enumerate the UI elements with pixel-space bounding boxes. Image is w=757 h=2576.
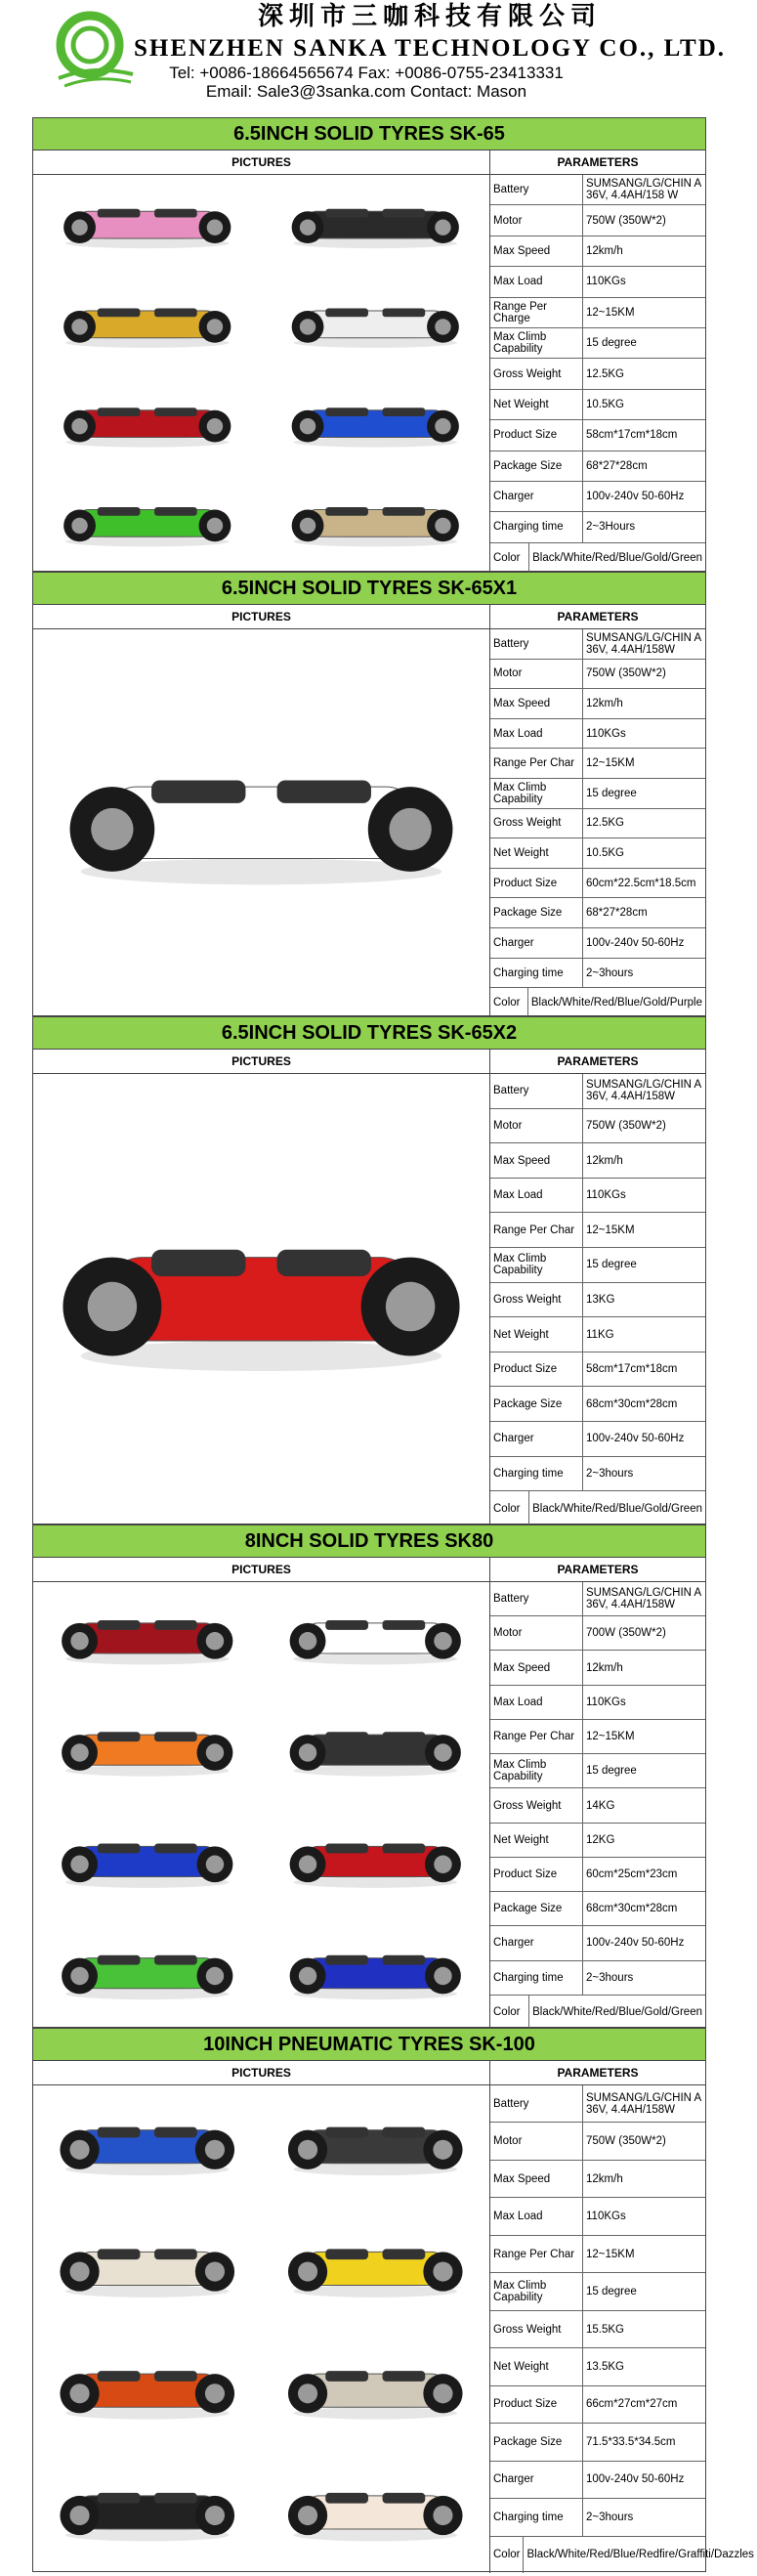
param-label: Max Speed	[490, 2161, 583, 2197]
param-label: Max Climb Capability	[490, 1248, 583, 1282]
param-row	[490, 959, 705, 989]
param-label: Motor	[490, 1109, 583, 1143]
param-value: Black/White/Red/Blue/Gold/Green	[532, 1502, 702, 1515]
hoverboard-photo	[60, 2493, 234, 2542]
param-label: Color	[490, 1491, 529, 1525]
param-row	[490, 482, 705, 512]
param-row	[490, 1143, 705, 1179]
parameters-table	[490, 2085, 754, 2573]
param-value: 110KGs	[586, 276, 626, 288]
param-value: Black/White/Red/Blue/Redfire/Graffiti/Dazzles	[526, 2549, 754, 2561]
param-label: Color	[490, 1996, 529, 2029]
param-value: 12KG	[586, 1833, 615, 1846]
param-value: 68*27*28cm	[586, 907, 648, 920]
parameters-table	[490, 1582, 705, 2029]
hoverboard-photo	[70, 781, 453, 885]
param-label: Net Weight	[490, 2348, 583, 2384]
param-label: Max Climb Capability	[490, 779, 583, 808]
hoverboard-photo	[60, 2249, 234, 2297]
param-value: 750W (350W*2)	[586, 214, 666, 227]
param-label: Battery	[490, 175, 583, 204]
param-label: Package Size	[490, 2424, 583, 2460]
param-row	[490, 1824, 705, 1858]
hoverboard-photo	[288, 2127, 463, 2176]
param-label: Range Per Char	[490, 2236, 583, 2272]
section-body	[33, 175, 705, 573]
param-value: SUMSANG/LG/CHIN A 36V, 4.4AH/158W	[586, 1079, 701, 1103]
param-value: 68*27*28cm	[586, 459, 648, 472]
company-name-en: SHENZHEN SANKA TECHNOLOGY CO., LTD.	[133, 35, 726, 62]
hoverboard-photo	[62, 1620, 232, 1664]
param-label: Charger	[490, 2462, 583, 2498]
param-label: Gross Weight	[490, 1283, 583, 1317]
pictures-cell	[33, 1582, 490, 2029]
product-photos	[33, 1582, 489, 2029]
pictures-cell	[33, 629, 490, 1017]
param-row	[490, 1996, 705, 2029]
param-label: Color	[490, 988, 528, 1017]
param-label: Motor	[490, 660, 583, 689]
param-label: Package Size	[490, 898, 583, 927]
product-photos	[33, 2085, 489, 2573]
param-row	[490, 2311, 705, 2348]
param-value: 68cm*30cm*28cm	[586, 1903, 678, 1915]
param-label: Package Size	[490, 1892, 583, 1925]
company-header	[0, 0, 733, 109]
param-value: 12km/h	[586, 244, 623, 257]
param-value: 12km/h	[586, 1661, 623, 1674]
param-value: 2~3hours	[586, 2511, 634, 2523]
param-row	[490, 1582, 705, 1616]
hoverboard-photo	[62, 1732, 232, 1776]
param-row	[490, 1892, 705, 1926]
hoverboard-photo	[290, 1955, 461, 1999]
param-row	[490, 1961, 705, 1996]
param-value: SUMSANG/LG/CHIN A 36V, 4.4AH/158W	[586, 631, 701, 656]
param-label: Charging time	[490, 2499, 583, 2535]
param-label: Charger	[490, 1926, 583, 1959]
param-row	[490, 898, 705, 928]
param-row	[490, 809, 705, 839]
param-row	[490, 2085, 705, 2123]
param-row	[490, 1387, 705, 1422]
param-row	[490, 2198, 705, 2235]
contact-email-line: Email: Sale3@3sanka.com Contact: Mason	[205, 82, 527, 101]
product-section	[32, 117, 706, 572]
param-value: SUMSANG/LG/CHIN A 36V, 4.4AH/158 W	[586, 178, 701, 202]
param-value: 750W (350W*2)	[586, 2135, 666, 2148]
param-value: 12.5KG	[586, 367, 624, 380]
param-row	[490, 988, 705, 1017]
param-row	[490, 1754, 705, 1788]
param-value: 2~3hours	[586, 1971, 634, 1984]
section-body	[33, 1074, 705, 1525]
param-label: Max Speed	[490, 1651, 583, 1684]
section-title: 10INCH PNEUMATIC TYRES SK-100	[33, 2029, 705, 2061]
param-value: 15 degree	[586, 787, 637, 799]
param-value: 750W (350W*2)	[586, 667, 666, 680]
param-row	[490, 205, 705, 236]
param-label: Product Size	[490, 420, 583, 450]
param-label: Range Per Charge	[490, 298, 583, 327]
param-row	[490, 1686, 705, 1720]
param-label: Gross Weight	[490, 359, 583, 388]
param-value: 100v-240v 50-60Hz	[586, 491, 685, 503]
hoverboard-photo	[288, 2371, 463, 2420]
param-value: 10.5KG	[586, 398, 624, 410]
param-label: Max Speed	[490, 236, 583, 266]
param-row	[490, 175, 705, 205]
param-label: Product Size	[490, 2386, 583, 2423]
param-value: 12~15KM	[586, 1731, 635, 1743]
product-photos	[33, 629, 489, 1017]
param-row	[490, 660, 705, 690]
param-row	[490, 298, 705, 328]
param-row	[490, 451, 705, 482]
param-row	[490, 928, 705, 959]
param-label: Battery	[490, 629, 583, 659]
param-label: Max Speed	[490, 689, 583, 718]
param-value: SUMSANG/LG/CHIN A 36V, 4.4AH/158W	[586, 1587, 701, 1611]
param-label: Charger	[490, 482, 583, 511]
param-row	[490, 2236, 705, 2273]
param-value: 110KGs	[586, 727, 626, 740]
param-row	[490, 1457, 705, 1492]
param-value: 12km/h	[586, 1154, 623, 1167]
pictures-cell	[33, 2085, 490, 2573]
param-row	[490, 1651, 705, 1685]
parameters-header: PARAMETERS	[557, 1054, 639, 1068]
param-value: 66cm*27cm*27cm	[586, 2398, 678, 2411]
param-row	[490, 2499, 705, 2536]
param-row	[490, 1283, 705, 1318]
param-value: 71.5*33.5*34.5cm	[586, 2435, 676, 2448]
param-value: 12~15KM	[586, 306, 635, 319]
param-label: Max Climb Capability	[490, 1754, 583, 1787]
hoverboard-photo	[60, 2127, 234, 2176]
param-value: 100v-240v 50-60Hz	[586, 2473, 685, 2486]
param-row	[490, 1858, 705, 1892]
parameters-header: PARAMETERS	[557, 2066, 639, 2080]
hoverboard-photo	[63, 507, 231, 546]
parameters-table	[490, 629, 705, 1017]
param-label: Max Load	[490, 1179, 583, 1213]
param-value: 15 degree	[586, 1765, 637, 1778]
param-value: 11KG	[586, 1328, 614, 1341]
param-label: Battery	[490, 1582, 583, 1615]
param-label: Net Weight	[490, 390, 583, 419]
product-photos	[33, 175, 489, 573]
section-body	[33, 2085, 754, 2573]
hoverboard-photo	[63, 408, 231, 447]
pictures-cell	[33, 1074, 490, 1525]
param-row	[490, 689, 705, 719]
param-row	[490, 2462, 705, 2499]
param-label: Max Climb Capability	[490, 328, 583, 358]
param-value: 12.5KG	[586, 817, 624, 830]
param-value: 12~15KM	[586, 2248, 635, 2260]
param-value: 2~3Hours	[586, 521, 636, 534]
param-label: Charging time	[490, 1961, 583, 1995]
param-label: Charging time	[490, 512, 583, 541]
param-row	[490, 2386, 705, 2424]
param-value: 2~3hours	[586, 966, 634, 979]
parameters-header: PARAMETERS	[557, 155, 639, 169]
param-label: Net Weight	[490, 838, 583, 868]
param-value: 12~15KM	[586, 757, 635, 770]
param-label: Product Size	[490, 1352, 583, 1387]
param-value: 15 degree	[586, 337, 637, 350]
param-row	[490, 359, 705, 389]
param-label: Range Per Char	[490, 1720, 583, 1753]
product-section	[32, 1524, 706, 2028]
hoverboard-photo	[63, 308, 231, 347]
param-label: Max Load	[490, 2198, 583, 2234]
product-section	[32, 2028, 754, 2572]
param-value: 2~3hours	[586, 1468, 634, 1480]
param-value: 750W (350W*2)	[586, 1119, 666, 1132]
param-row	[490, 2161, 705, 2198]
param-label: Battery	[490, 1074, 583, 1108]
param-value: 58cm*17cm*18cm	[586, 1363, 678, 1376]
param-label: Color	[490, 543, 529, 573]
param-value: 15.5KG	[586, 2323, 624, 2336]
section-title: 6.5INCH SOLID TYRES SK-65X1	[33, 573, 705, 605]
param-value: SUMSANG/LG/CHIN A 36V, 4.4AH/158W	[586, 2091, 701, 2116]
param-label: Motor	[490, 1616, 583, 1650]
pictures-header: PICTURES	[33, 1558, 490, 1581]
param-label: Color	[490, 2537, 524, 2573]
param-value: 100v-240v 50-60Hz	[586, 1433, 685, 1445]
param-value: 13KG	[586, 1293, 615, 1306]
param-value: 13.5KG	[586, 2361, 624, 2374]
param-row	[490, 2424, 705, 2461]
param-row	[490, 1616, 705, 1651]
pictures-header: PICTURES	[33, 1050, 490, 1073]
hoverboard-photo	[290, 1620, 461, 1664]
param-row	[490, 420, 705, 451]
param-label: Range Per Char	[490, 1213, 583, 1247]
hoverboard-photo	[292, 209, 459, 248]
param-row	[490, 629, 705, 660]
param-label: Package Size	[490, 451, 583, 481]
section-title: 6.5INCH SOLID TYRES SK-65	[33, 118, 705, 150]
param-value: 110KGs	[586, 2211, 626, 2223]
param-value: Black/White/Red/Blue/Gold/Purple	[530, 997, 702, 1009]
param-label: Product Size	[490, 869, 583, 898]
param-value: 700W (350W*2)	[586, 1627, 666, 1640]
hoverboard-photo	[62, 1955, 232, 1999]
param-row	[490, 1074, 705, 1109]
param-label: Motor	[490, 205, 583, 235]
column-headers	[33, 1050, 705, 1074]
param-value: 100v-240v 50-60Hz	[586, 1937, 685, 1950]
pictures-header: PICTURES	[33, 2061, 490, 2084]
param-value: 110KGs	[586, 1696, 626, 1708]
param-label: Charging time	[490, 959, 583, 988]
hoverboard-photo	[292, 507, 459, 546]
column-headers	[33, 1558, 705, 1582]
param-row	[490, 779, 705, 809]
param-row	[490, 1422, 705, 1457]
parameters-header: PARAMETERS	[557, 1563, 639, 1576]
product-section	[32, 1016, 706, 1524]
param-value: 60cm*25cm*23cm	[586, 1868, 678, 1880]
product-photos	[33, 1074, 489, 1525]
product-section	[32, 572, 706, 1016]
param-row	[490, 2348, 705, 2385]
param-row	[490, 1213, 705, 1248]
param-row	[490, 236, 705, 267]
param-value: 58cm*17cm*18cm	[586, 429, 678, 442]
param-row	[490, 2273, 705, 2310]
section-body	[33, 1582, 705, 2029]
hoverboard-photo	[290, 1843, 461, 1887]
param-label: Max Load	[490, 267, 583, 296]
param-row	[490, 512, 705, 542]
param-row	[490, 1352, 705, 1388]
param-label: Battery	[490, 2085, 583, 2122]
param-row	[490, 1491, 705, 1525]
param-label: Max Climb Capability	[490, 2273, 583, 2309]
hoverboard-photo	[288, 2493, 463, 2542]
param-row	[490, 1317, 705, 1352]
pictures-header: PICTURES	[33, 150, 490, 174]
param-row	[490, 2537, 754, 2573]
param-row	[490, 543, 705, 573]
hoverboard-photo	[292, 308, 459, 347]
param-label: Gross Weight	[490, 1788, 583, 1822]
param-value: 60cm*22.5cm*18.5cm	[586, 877, 696, 889]
param-value: 14KG	[586, 1799, 615, 1812]
parameters-table	[490, 1074, 705, 1525]
param-row	[490, 1926, 705, 1960]
param-row	[490, 2123, 705, 2160]
param-row	[490, 749, 705, 779]
company-name-cn: 深圳市三咖科技有限公司	[257, 2, 602, 31]
column-headers	[33, 605, 705, 629]
hoverboard-photo	[62, 1843, 232, 1887]
hoverboard-photo	[292, 408, 459, 447]
param-row	[490, 1720, 705, 1754]
param-value: 10.5KG	[586, 847, 624, 860]
param-value: 12km/h	[586, 698, 623, 710]
param-row	[490, 838, 705, 869]
param-row	[490, 328, 705, 359]
hoverboard-photo	[60, 2371, 234, 2420]
pictures-cell	[33, 175, 490, 573]
parameters-table	[490, 175, 705, 573]
section-title: 8INCH SOLID TYRES SK80	[33, 1525, 705, 1558]
hoverboard-photo	[63, 1250, 459, 1371]
param-label: Max Load	[490, 1686, 583, 1719]
hoverboard-photo	[63, 209, 231, 248]
hoverboard-photo	[288, 2249, 463, 2297]
param-value: 68cm*30cm*28cm	[586, 1397, 678, 1410]
param-row	[490, 869, 705, 899]
column-headers	[33, 2061, 705, 2085]
param-label: Gross Weight	[490, 2311, 583, 2347]
param-label: Package Size	[490, 1387, 583, 1421]
param-value: Black/White/Red/Blue/Gold/Green	[532, 2005, 702, 2018]
param-label: Charger	[490, 1422, 583, 1456]
param-row	[490, 719, 705, 750]
param-row	[490, 1109, 705, 1144]
param-row	[490, 1788, 705, 1823]
param-label: Max Load	[490, 719, 583, 749]
hoverboard-photo	[290, 1732, 461, 1776]
param-value: 110KGs	[586, 1189, 626, 1202]
param-value: 12km/h	[586, 2172, 623, 2185]
param-value: Black/White/Red/Blue/Gold/Green	[532, 551, 702, 564]
param-row	[490, 1179, 705, 1214]
param-label: Gross Weight	[490, 809, 583, 838]
param-label: Product Size	[490, 1858, 583, 1891]
section-title: 6.5INCH SOLID TYRES SK-65X2	[33, 1017, 705, 1050]
column-headers	[33, 150, 705, 175]
section-body	[33, 629, 705, 1017]
param-value: 15 degree	[586, 2286, 637, 2298]
param-row	[490, 267, 705, 297]
param-row	[490, 390, 705, 420]
pictures-header: PICTURES	[33, 605, 490, 628]
parameters-header: PARAMETERS	[557, 610, 639, 623]
param-row	[490, 1248, 705, 1283]
param-label: Net Weight	[490, 1317, 583, 1352]
contact-phone-line: Tel: +0086-18664565674 Fax: +0086-0755-23413331	[169, 64, 564, 82]
param-label: Motor	[490, 2123, 583, 2159]
param-label: Charging time	[490, 1457, 583, 1491]
param-value: 15 degree	[586, 1259, 637, 1271]
param-label: Max Speed	[490, 1143, 583, 1178]
param-value: 100v-240v 50-60Hz	[586, 936, 685, 949]
param-label: Charger	[490, 928, 583, 958]
param-value: 12~15KM	[586, 1224, 635, 1236]
param-label: Net Weight	[490, 1824, 583, 1857]
param-label: Range Per Char	[490, 749, 583, 778]
